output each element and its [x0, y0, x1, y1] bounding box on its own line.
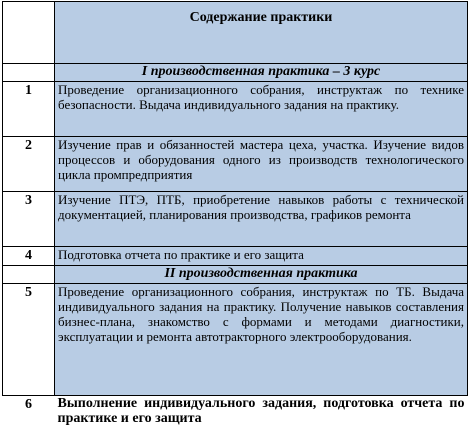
table-header-title: Содержание практики	[55, 2, 468, 64]
row-text: Подготовка отчета по практике и его защита	[55, 247, 468, 266]
section-title-1: I производственная практика – 3 курс	[55, 64, 468, 82]
row-number: 3	[3, 192, 55, 247]
table-row	[3, 82, 468, 137]
table-row	[3, 396, 468, 432]
table-row	[3, 284, 468, 396]
row-text: Проведение организационного собрания, инструктаж по технике безопасности. Выдача индивидуального задания на практику.	[55, 82, 468, 137]
section-title-2: II производственная практика	[55, 266, 468, 284]
row-number: 4	[3, 247, 55, 266]
row-number: 5	[3, 284, 55, 396]
row-number: 1	[3, 82, 55, 137]
row-text: Изучение ПТЭ, ПТБ, приобретение навыков работы с технической документацией, планирования производства, графиков ремонта	[55, 192, 468, 247]
row-text: Выполнение индивидуального задания, подготовка отчета по практике и его защита	[55, 396, 468, 432]
practice-content-table	[2, 1, 468, 432]
table-row	[3, 137, 468, 192]
section-row	[3, 64, 468, 82]
table-row	[3, 247, 468, 266]
row-text: Проведение организационного собрания, инструктаж по ТБ. Выдача индивидуального задания на практику. Получение навыков составления бизнес-плана, знакомство с формами и методами диагностики, эксплуатации и ремонта автотракторного электрооборудования.	[55, 284, 468, 396]
table-header-row	[3, 2, 468, 64]
row-text: Изучение прав и обязанностей мастера цеха, участка. Изучение видов процессов и оборудования одного из производств технологического цикла промпредприятия	[55, 137, 468, 192]
header-num-cell	[3, 2, 55, 64]
row-number: 2	[3, 137, 55, 192]
table-row	[3, 192, 468, 247]
section-row	[3, 266, 468, 284]
row-number: 6	[3, 396, 55, 432]
